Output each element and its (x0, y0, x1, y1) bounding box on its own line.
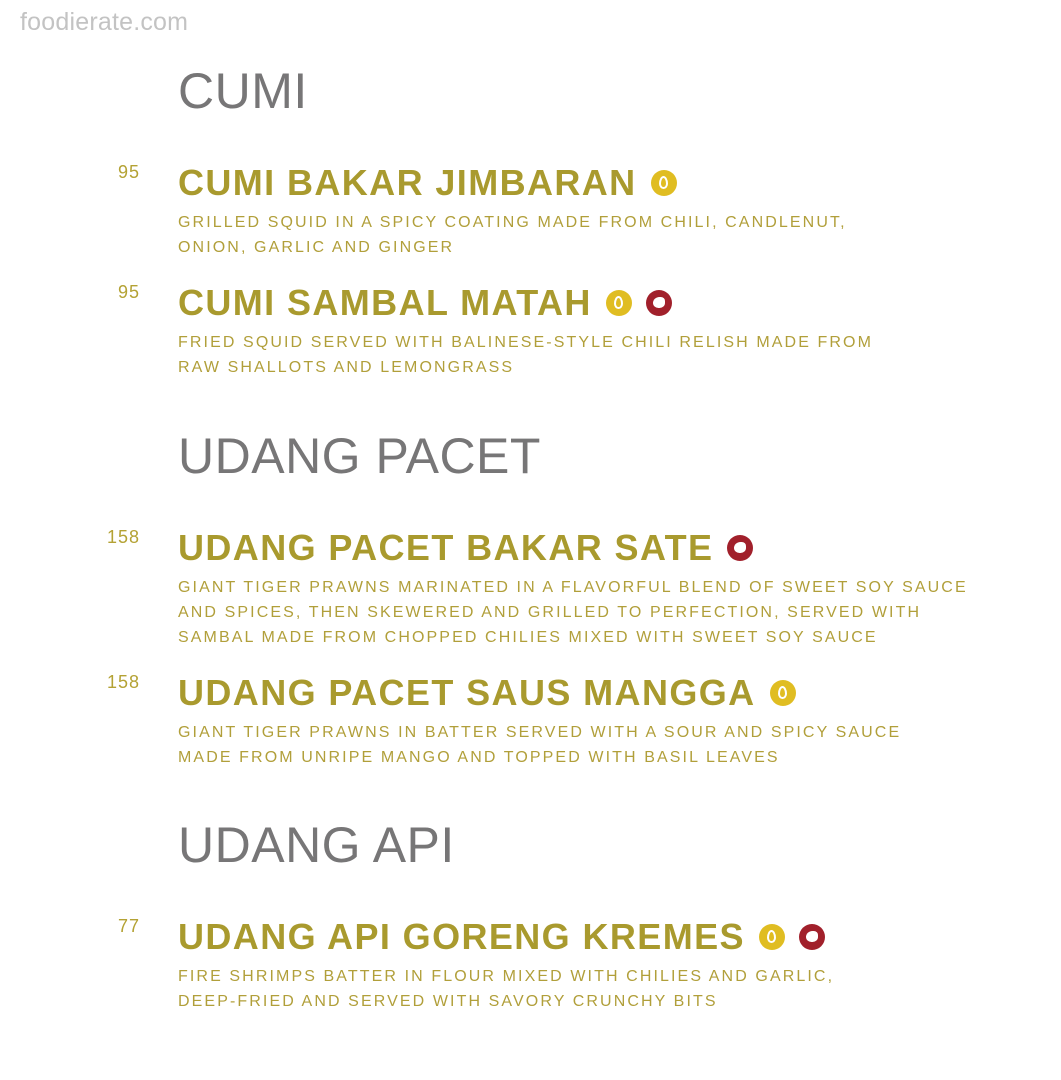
item-price: 158 (106, 527, 140, 547)
item-description (178, 575, 968, 650)
item-description-line: GRILLED SQUID IN A SPICY COATING MADE FROM CHILI, CANDLENUT, (178, 214, 847, 231)
item-description-line: GIANT TIGER PRAWNS MARINATED IN A FLAVORFUL BLEND OF SWEET SOY SAUCE (178, 579, 968, 596)
section-title-udang-pacet: UDANG PACET (178, 428, 541, 484)
item-price: 77 (117, 916, 140, 936)
item-description (178, 964, 834, 1014)
spicy-icon (606, 290, 632, 316)
spicy-icon (651, 170, 677, 196)
item-name: UDANG PACET SAUS MANGGA (178, 672, 756, 713)
item-price: 95 (117, 282, 140, 302)
signature-icon (727, 535, 753, 561)
item-price: 158 (106, 672, 140, 692)
item-name: CUMI BAKAR JIMBARAN (178, 162, 637, 203)
item-description-line: ONION, GARLIC AND GINGER (178, 239, 455, 256)
item-description-line: DEEP-FRIED AND SERVED WITH SAVORY CRUNCHY BITS (178, 993, 718, 1010)
item-description (178, 210, 847, 260)
spicy-icon (759, 924, 785, 950)
item-description-line: AND SPICES, THEN SKEWERED AND GRILLED TO PERFECTION, SERVED WITH (178, 604, 922, 621)
item-name: CUMI SAMBAL MATAH (178, 282, 592, 323)
signature-icon (646, 290, 672, 316)
item-description-line: RAW SHALLOTS AND LEMONGRASS (178, 359, 515, 376)
item-name: UDANG API GORENG KREMES (178, 916, 745, 957)
item-description-line: GIANT TIGER PRAWNS IN BATTER SERVED WITH A SOUR AND SPICY SAUCE (178, 724, 902, 741)
watermark: foodierate.com (20, 8, 189, 36)
section-title-udang-api: UDANG API (178, 817, 455, 873)
item-name: UDANG PACET BAKAR SATE (178, 527, 714, 568)
item-description-line: FRIED SQUID SERVED WITH BALINESE-STYLE CHILI RELISH MADE FROM (178, 334, 874, 351)
item-description (178, 330, 873, 380)
spicy-icon (770, 680, 796, 706)
item-price: 95 (117, 162, 140, 182)
item-description (178, 720, 901, 770)
item-description-line: FIRE SHRIMPS BATTER IN FLOUR MIXED WITH CHILIES AND GARLIC, (178, 968, 835, 985)
section-title-cumi: CUMI (178, 63, 308, 119)
item-description-line: MADE FROM UNRIPE MANGO AND TOPPED WITH BASIL LEAVES (178, 749, 780, 766)
item-description-line: SAMBAL MADE FROM CHOPPED CHILIES MIXED WITH SWEET SOY SAUCE (178, 629, 878, 646)
signature-icon (799, 924, 825, 950)
